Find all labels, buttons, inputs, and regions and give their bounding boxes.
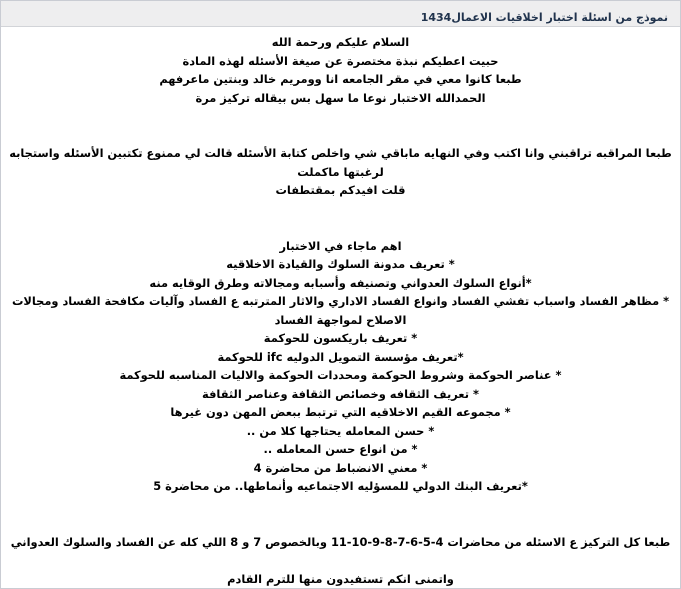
intro-line: الحمدالله الاختبار نوعا ما سهل بس بيقاله تركيز مرة [195,90,486,105]
list-item: *تعريف البنك الدولي للمسؤليه الاجتماعيه وأنماطها.. من محاضرة 5 [153,479,528,493]
paragraph-gap [9,551,672,570]
list-item: *تعريف مؤسسة التمويل الدوليه ifc للحوكمة [217,349,464,364]
focus-note: طبعا كل التركيز ع الاسئله من محاضرات 4-5-6-7-8-9-10-11 وبالخصوص 7 و 8 اللي كله عن الفساد والسلوك العدواني [10,534,671,549]
greeting-line: السلام عليكم ورحمة الله [271,35,410,49]
list-item: * تعريف باريكسون للحوكمة [263,331,418,345]
story-line: قلت افيدكم بمقتطفات [275,183,406,197]
list-item: *أنواع السلوك العدواني وتصنيفه وأسبابه ومجالاته وطرق الوقايه منه [149,275,532,290]
list-item: * من انواع حسن المعامله .. [263,442,418,456]
paragraph-gap [9,218,672,237]
list-item: * تعريف الثقافه وخصائص الثقافة وعناصر الثقافة [202,386,479,401]
paragraph-gap [9,107,672,126]
post-body [1,27,680,588]
post-title-bar [1,1,680,27]
list-item: * مظاهر الفساد واسباب تفشي الفساد وانواع الفساد الاداري والاثار المترتبه ع الفساد وآليات مكافحة الفساد ومجالات الاصلاح لمواجهة الفساد [11,294,670,327]
list-item: * معني الانضباط من محاضرة 4 [253,460,428,475]
intro-line: طبعا كانوا معي في مقر الجامعه انا وومريم خالد وبنتين ماعرفهم [159,72,522,86]
list-item: * عناصر الحوكمة وشروط الحوكمة ومحددات الحوكمة والاليات المناسبه للحوكمة [119,368,562,382]
list-item: * مجموعه القيم الاخلاقيه التي ترتبط ببعض المهن دون غيرها [170,405,511,419]
paragraph-gap [9,496,672,515]
closing-line: واتمنى انكم تستفيدون منها للترم القادم [227,571,454,586]
intro-line: حبيت اعطيكم نبذة مختصرة عن صيغة الأسئله لهذه المادة [182,53,499,68]
list-item: * تعريف مدونة السلوك والقيادة الاخلاقيه [226,257,455,271]
paragraph-gap [9,514,672,533]
story-line: طبعا المراقبه تراقبني وانا اكتب وفي النهايه ماباقي شي واخلص كتابة الأسئله قالت لي ممنوع تكتبين الأسئله واستجابه لرغبتها ماكملت [9,146,672,179]
paragraph-gap [9,200,672,219]
list-item: * حسن المعامله يحتاجها كلا من .. [246,423,435,438]
list-heading: اهم ماجاء في الاختبار [279,238,402,253]
post-title: نموذج من اسئلة اختبار اخلاقيات الاعمال1434 [420,11,668,24]
paragraph-gap [9,126,672,145]
